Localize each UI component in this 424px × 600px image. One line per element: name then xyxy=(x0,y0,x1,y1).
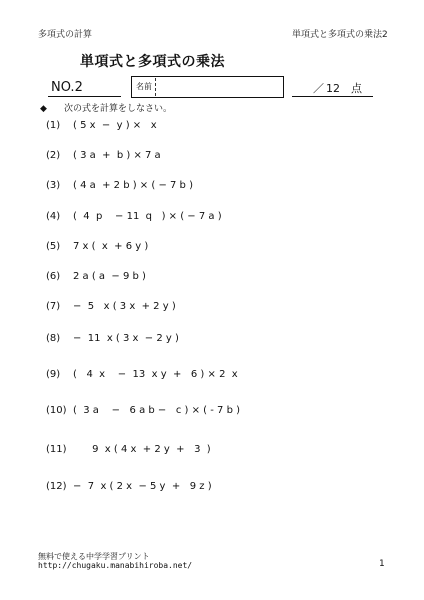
problem-expression: ( 4 p − 11 q ) × ( − 7 a ) xyxy=(73,211,222,222)
problem-10 xyxy=(46,405,240,416)
score-underline xyxy=(292,96,373,97)
score-slash: ／ xyxy=(313,82,324,95)
page-number: 1 xyxy=(379,559,385,569)
header-right: 単項式と多項式の乗法2 xyxy=(292,30,388,40)
problem-expression: 2 a ( a − 9 b ) xyxy=(73,271,146,282)
problem-number: (1) xyxy=(46,120,61,131)
name-divider xyxy=(155,78,156,96)
instruction xyxy=(40,101,172,114)
problem-number: (9) xyxy=(46,369,61,380)
problem-number: (3) xyxy=(46,180,61,191)
problem-number: (6) xyxy=(46,271,61,282)
problem-number: (7) xyxy=(46,301,61,312)
problem-6 xyxy=(46,271,146,282)
header-left: 多項式の計算 xyxy=(38,30,93,40)
problem-expression: ( 4 a + 2 b ) × ( − 7 b ) xyxy=(73,180,193,191)
problem-expression: ( 4 x − 13 x y + 6 ) × 2 x xyxy=(73,369,238,380)
footer-site-name: 無料で使える中学学習プリント xyxy=(38,552,150,561)
problem-number: (8) xyxy=(46,333,61,344)
problem-number: (5) xyxy=(46,241,61,252)
problem-expression: 9 x ( 4 x + 2 y + 3 ) xyxy=(73,444,211,455)
problem-number: (2) xyxy=(46,150,61,161)
problem-number: (4) xyxy=(46,211,61,222)
name-field[interactable] xyxy=(131,76,284,98)
score-unit: 点 xyxy=(351,82,362,95)
diamond-bullet-icon: ◆ xyxy=(40,104,47,114)
problem-2 xyxy=(46,150,161,161)
problem-5 xyxy=(46,241,148,252)
problem-expression: − 7 x ( 2 x − 5 y + 9 z ) xyxy=(73,481,212,492)
problem-expression: ( 5 x − y ) × x xyxy=(73,120,157,131)
score-total xyxy=(313,80,340,96)
problem-1 xyxy=(46,120,157,131)
problem-12 xyxy=(46,481,212,492)
problem-number: (12) xyxy=(46,481,67,492)
problem-11 xyxy=(46,444,211,455)
problem-4 xyxy=(46,211,222,222)
problem-expression: ( 3 a − 6 a b − c ) × ( - 7 b ) xyxy=(73,405,240,416)
name-label: 名前 xyxy=(136,82,152,91)
problem-8 xyxy=(46,333,179,344)
problem-9 xyxy=(46,369,238,380)
problem-expression: 7 x ( x + 6 y ) xyxy=(73,241,149,252)
problem-expression: − 5 x ( 3 x + 2 y ) xyxy=(73,301,176,312)
footer-url: http://chugaku.manabihiroba.net/ xyxy=(38,561,193,570)
sheet-number-underline xyxy=(48,96,121,97)
problem-expression: ( 3 a + b ) × 7 a xyxy=(73,150,161,161)
problem-3 xyxy=(46,180,193,191)
page-title: 単項式と多項式の乗法 xyxy=(80,54,225,70)
problem-number: (11) xyxy=(46,444,67,455)
instruction-text: 次の式を計算をしなさい。 xyxy=(64,104,173,114)
sheet-number: NO.2 xyxy=(51,80,83,95)
score-total-value: 12 xyxy=(326,82,340,95)
problem-number: (10) xyxy=(46,405,67,416)
problem-expression: − 11 x ( 3 x − 2 y ) xyxy=(73,333,179,344)
problem-7 xyxy=(46,301,176,312)
